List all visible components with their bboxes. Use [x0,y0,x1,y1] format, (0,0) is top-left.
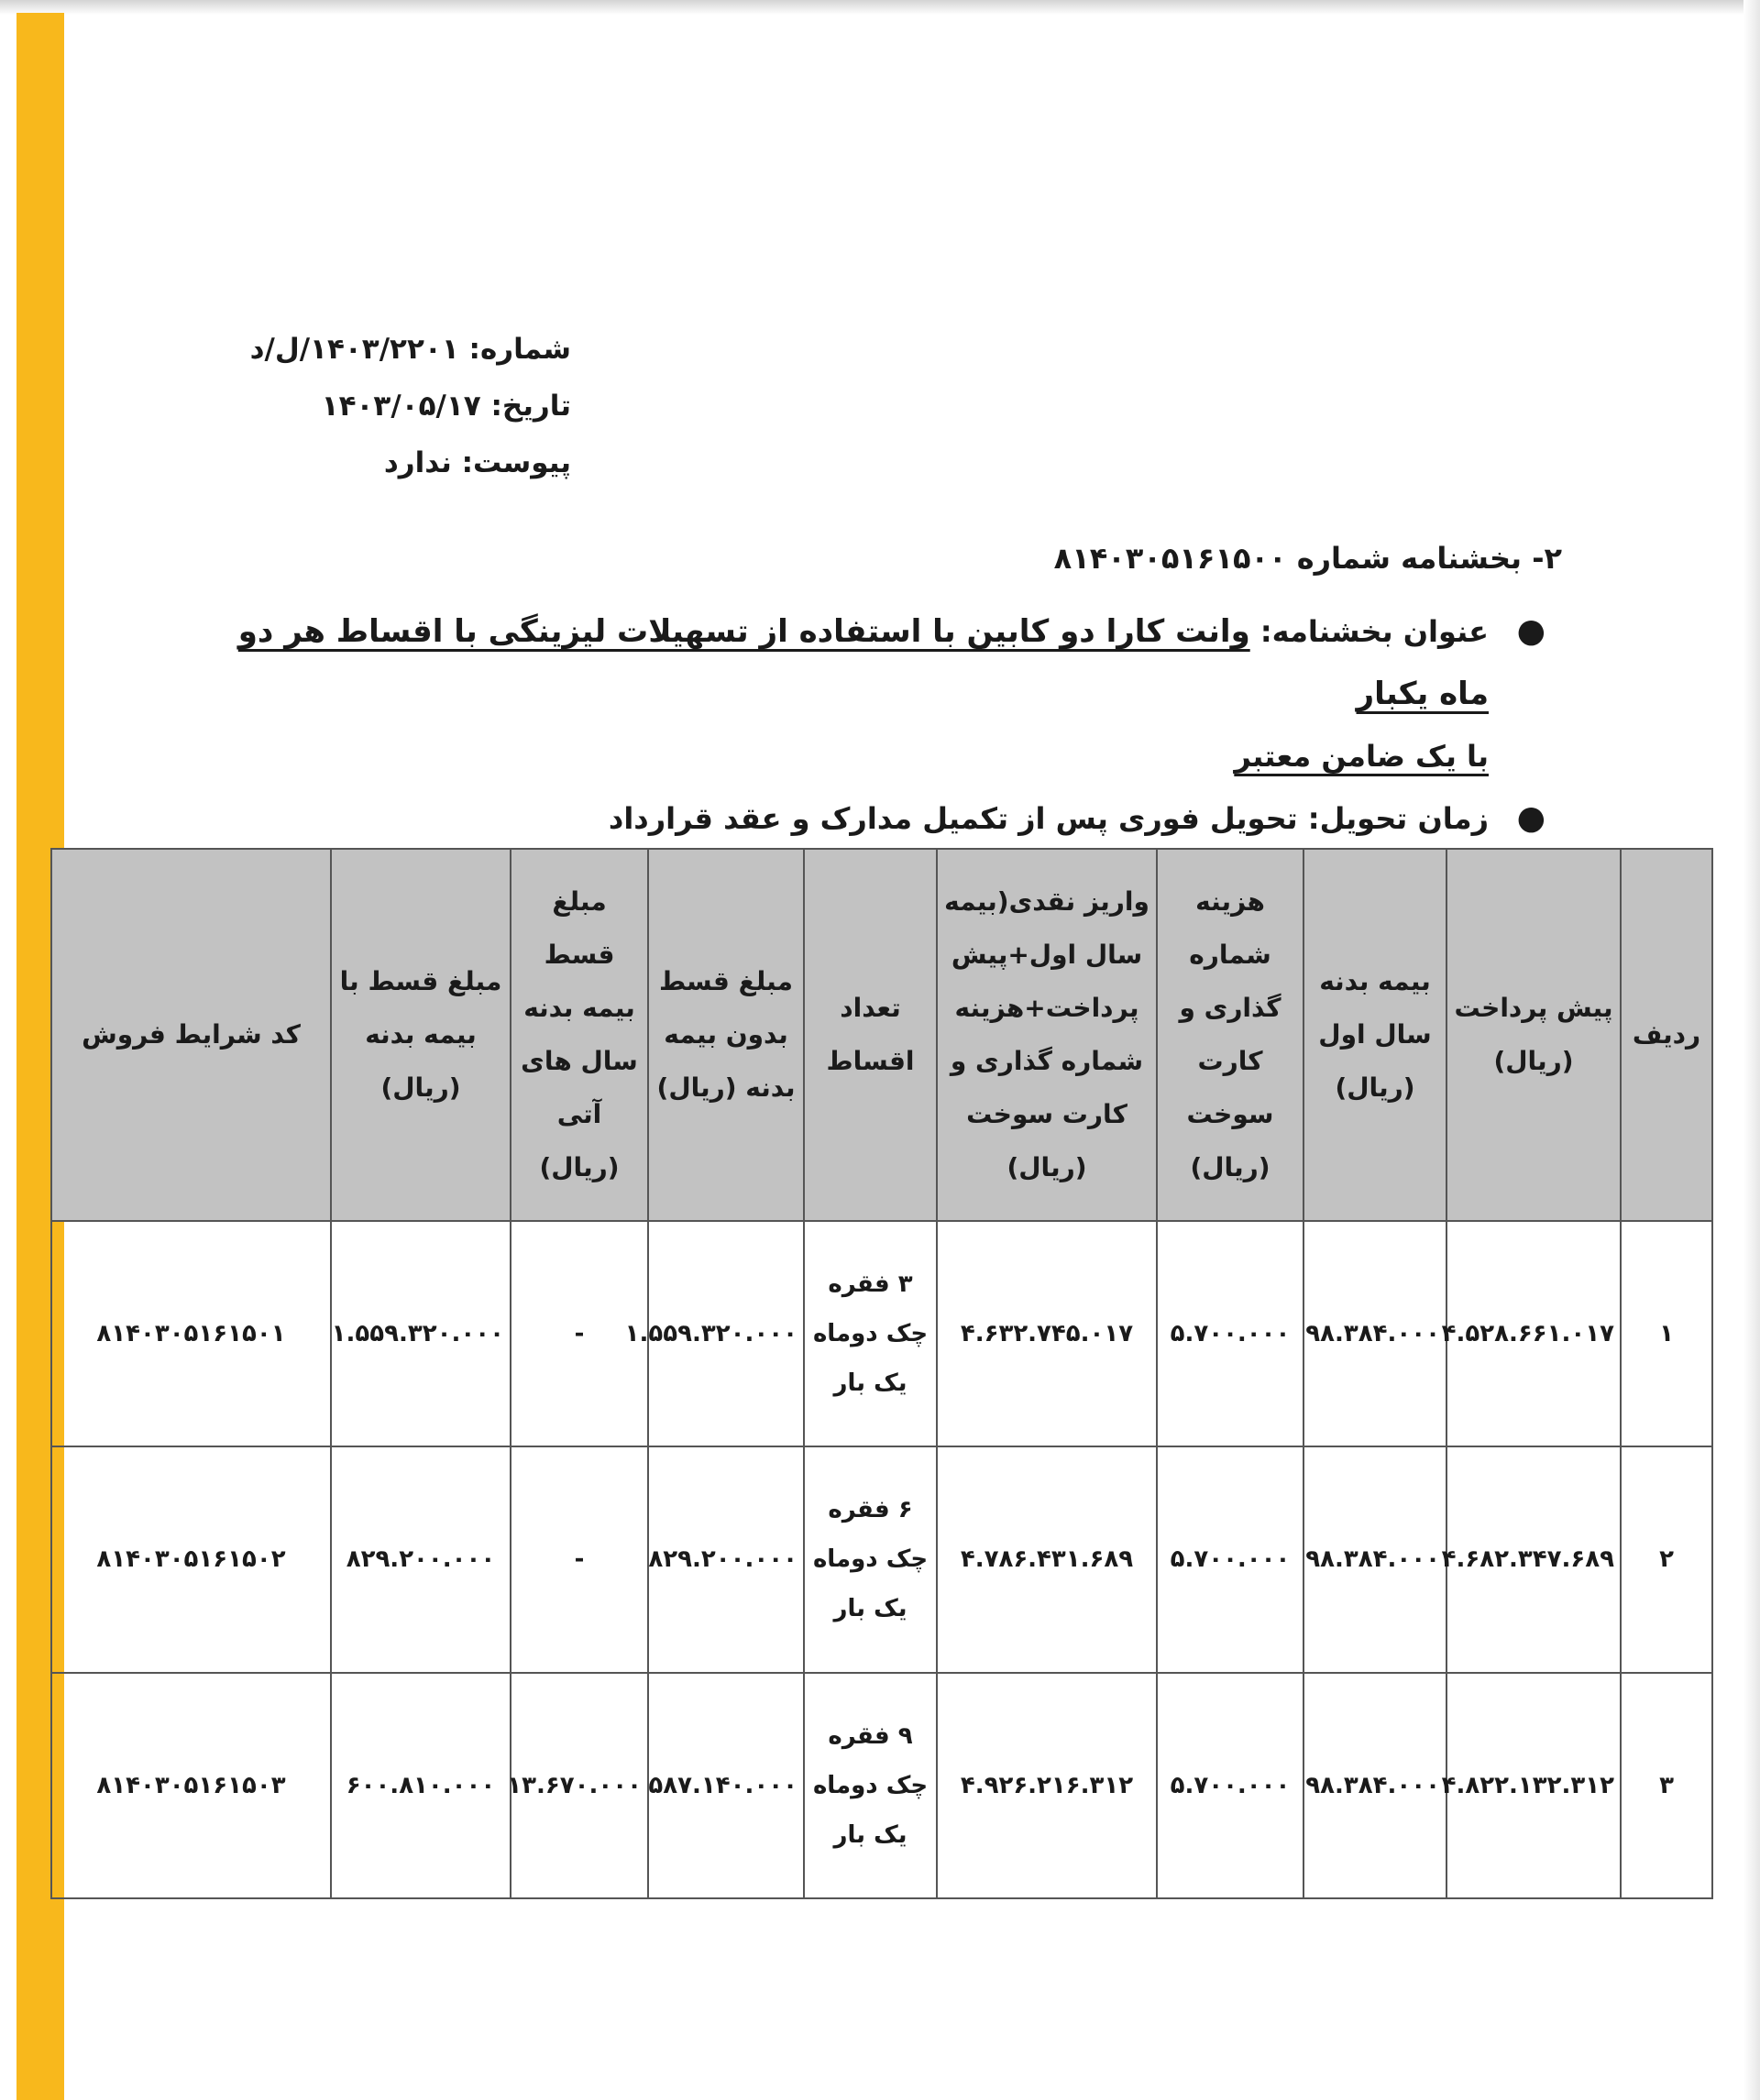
header-cell: بیمه بدنه سال اول (ریال) [1304,849,1446,1221]
title-label: عنوان بخشنامه: [1260,614,1489,649]
header-cell: مبلغ قسط بیمه بدنه سال های آتی (ریال) [511,849,648,1221]
installment-with-insurance-cell: ۶۰۰.۸۱۰.۰۰۰ [331,1673,511,1898]
registration-fee-cell: ۵.۷۰۰.۰۰۰ [1157,1446,1304,1672]
date-label: تاریخ: [490,390,571,423]
table-row [51,1221,1712,1446]
installments-cell: ۳ فقره چک دوماه یک بار [804,1221,937,1446]
attachment-value: ندارد [383,446,452,479]
sales-code-cell: ۸۱۴۰۳۰۵۱۶۱۵۰۲ [51,1446,331,1672]
installment-no-insurance-cell: ۵۸۷.۱۴۰.۰۰۰ [648,1673,804,1898]
future-insurance-cell: - [511,1446,648,1672]
delivery-label: زمان تحویل: [1307,801,1489,836]
sales-code-cell: ۸۱۴۰۳۰۵۱۶۱۵۰۳ [51,1673,331,1898]
header-cell: هزینه شماره گذاری و کارت سوخت (ریال) [1157,849,1304,1221]
date-value: ۱۴۰۳/۰۵/۱۷ [321,390,481,423]
table-header-row [51,849,1712,1221]
prepayment-cell: ۴.۵۲۸.۶۶۱.۰۱۷ [1446,1221,1621,1446]
table-row [51,1673,1712,1898]
date-row [250,378,571,434]
row-index: ۳ [1621,1673,1712,1898]
insurance-cell: ۹۸.۳۸۴.۰۰۰ [1304,1446,1446,1672]
installments-cell: ۹ فقره چک دوماه یک بار [804,1673,937,1898]
sales-conditions-table [50,848,1713,1899]
installment-no-insurance-cell: ۸۲۹.۲۰۰.۰۰۰ [648,1446,804,1672]
notice-number: ۲- بخشنامه شماره ۸۱۴۰۳۰۵۱۶۱۵۰۰ [1053,541,1562,576]
registration-fee-cell: ۵.۷۰۰.۰۰۰ [1157,1673,1304,1898]
header-cell: پیش پرداخت (ریال) [1446,849,1621,1221]
number-value: ۱۴۰۳/۲۲۰۱/ل/د [249,333,459,366]
prepayment-cell: ۴.۶۸۲.۳۴۷.۶۸۹ [1446,1446,1621,1672]
cash-deposit-cell: ۴.۷۸۶.۴۳۱.۶۸۹ [937,1446,1157,1672]
cash-deposit-cell: ۴.۹۲۶.۲۱۶.۳۱۲ [937,1673,1157,1898]
bullet-dot-icon: ● [1516,612,1546,650]
row-index: ۲ [1621,1446,1712,1672]
future-insurance-cell: - [511,1221,648,1446]
number-row [250,321,571,378]
installment-with-insurance-cell: ۱.۵۵۹.۳۲۰.۰۰۰ [331,1221,511,1446]
insurance-cell: ۹۸.۳۸۴.۰۰۰ [1304,1673,1446,1898]
header-cell: مبلغ قسط با بیمه بدنه (ریال) [331,849,511,1221]
insurance-cell: ۹۸.۳۸۴.۰۰۰ [1304,1221,1446,1446]
top-shadow [0,0,1760,15]
sales-code-cell: ۸۱۴۰۳۰۵۱۶۱۵۰۱ [51,1221,331,1446]
letter-meta [250,321,571,491]
bullet-title [187,600,1562,787]
future-insurance-cell: ۱۳.۶۷۰.۰۰۰ [511,1673,648,1898]
table-row [51,1446,1712,1672]
header-cell: ردیف [1621,849,1712,1221]
installment-with-insurance-cell: ۸۲۹.۲۰۰.۰۰۰ [331,1446,511,1672]
header-cell: تعداد اقساط [804,849,937,1221]
title-value-2: با یک ضامن معتبر [1234,739,1489,774]
attachment-label: پیوست: [461,446,571,479]
edge-shadow [1744,0,1760,2100]
delivery-value: تحویل فوری پس از تکمیل مدارک و عقد قرارداد [608,801,1298,836]
cash-deposit-cell: ۴.۶۳۲.۷۴۵.۰۱۷ [937,1221,1157,1446]
row-index: ۱ [1621,1221,1712,1446]
attachment-row [250,434,571,491]
prepayment-cell: ۴.۸۲۲.۱۳۲.۳۱۲ [1446,1673,1621,1898]
installment-no-insurance-cell: ۱.۵۵۹.۳۲۰.۰۰۰ [648,1221,804,1446]
title-value: وانت کارا دو کابین با استفاده از تسهیلات لیزینگی با اقساط هر دو ماه یکبار [237,613,1489,712]
bullet-dot-icon: ● [1516,799,1546,837]
header-cell: کد شرایط فروش [51,849,331,1221]
registration-fee-cell: ۵.۷۰۰.۰۰۰ [1157,1221,1304,1446]
header-cell: واریز نقدی(بیمه سال اول+پیش پرداخت+هزینه شماره گذاری و کارت سوخت (ریال) [937,849,1157,1221]
bullet-delivery [187,787,1562,850]
installments-cell: ۶ فقره چک دوماه یک بار [804,1446,937,1672]
number-label: شماره: [468,333,571,366]
header-cell: مبلغ قسط بدون بیمه بدنه (ریال) [648,849,804,1221]
